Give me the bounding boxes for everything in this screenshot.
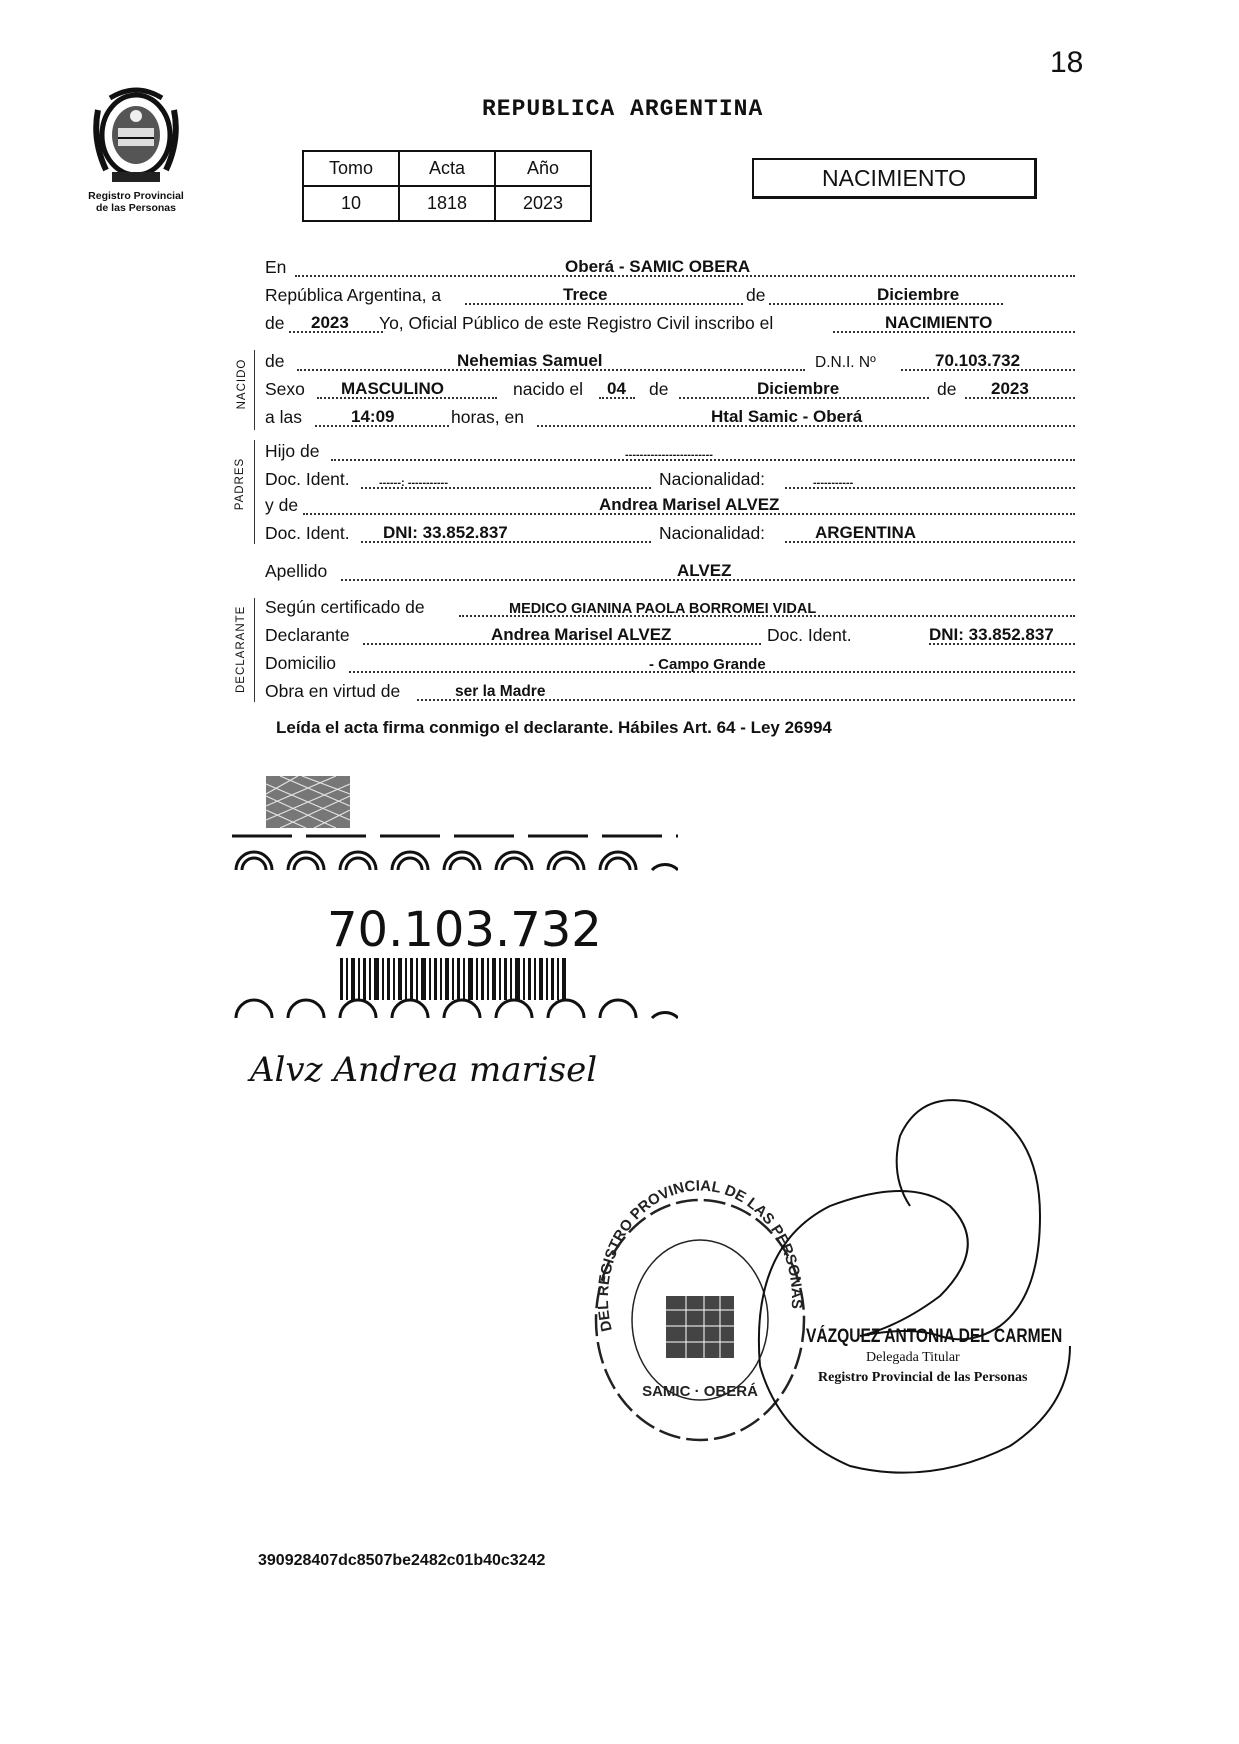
security-strip-top bbox=[232, 776, 678, 872]
en-value: Oberá - SAMIC OBERA bbox=[565, 257, 751, 276]
inscribo-text: Yo, Oficial Público de este Registro Civil inscribo el bbox=[379, 313, 774, 333]
de-label: de bbox=[743, 285, 768, 306]
nacido-de-label: de bbox=[265, 351, 285, 371]
a-las-label: a las bbox=[265, 407, 302, 427]
child-dni: 70.103.732 bbox=[935, 351, 1021, 370]
nacido-el-label: nacido el bbox=[513, 379, 584, 399]
y-de-label: y de bbox=[265, 495, 299, 515]
row-en bbox=[265, 256, 1080, 280]
obra-value: ser la Madre bbox=[455, 683, 546, 700]
declarante-label: Declarante bbox=[265, 625, 350, 645]
birth-day: 04 bbox=[607, 379, 626, 398]
certificado-value: MEDICO GIANINA PAOLA BORROMEI VIDAL bbox=[509, 601, 817, 617]
signatory-title: Delegada Titular bbox=[866, 1350, 960, 1365]
mother-nationality-label: Nacionalidad: bbox=[659, 523, 766, 543]
domicilio-label: Domicilio bbox=[265, 653, 336, 673]
registry-header-acta: Acta bbox=[399, 151, 495, 186]
mother-doc: DNI: 33.852.837 bbox=[383, 523, 508, 542]
republica-label: República Argentina, a bbox=[265, 285, 442, 305]
month-text: Diciembre bbox=[877, 285, 960, 304]
registry-header-tomo: Tomo bbox=[303, 151, 399, 186]
father-name: ------------------------ bbox=[625, 449, 713, 461]
signatory-office: Registro Provincial de las Personas bbox=[818, 1370, 1028, 1385]
row-obra bbox=[265, 680, 1080, 704]
row-apellido bbox=[265, 560, 1080, 584]
row-declarante bbox=[265, 624, 1080, 648]
registry-value-row bbox=[303, 186, 591, 221]
registry-table bbox=[302, 150, 592, 222]
legal-note: Leída el acta firma conmigo el declarante. Hábiles Art. 64 - Ley 26994 bbox=[276, 718, 832, 737]
declarante-doc-label: Doc. Ident. bbox=[767, 625, 852, 645]
mother-doc-label: Doc. Ident. bbox=[265, 523, 350, 543]
row-nacido-name bbox=[265, 350, 1080, 374]
section-bar bbox=[254, 440, 255, 544]
padres-section-label: PADRES bbox=[234, 457, 246, 511]
en-label: En bbox=[265, 257, 287, 277]
row-republica bbox=[265, 284, 1080, 308]
row-hijo-de bbox=[265, 440, 1080, 464]
section-bar bbox=[254, 598, 255, 702]
obra-label: Obra en virtud de bbox=[265, 681, 401, 701]
father-doc-label: Doc. Ident. bbox=[265, 469, 350, 489]
apellido-value: ALVEZ bbox=[677, 561, 732, 580]
child-name: Nehemias Samuel bbox=[457, 351, 603, 370]
declarante-section-label: DECLARANTE bbox=[235, 605, 247, 693]
barcode-number: 70.103.732 bbox=[327, 902, 602, 958]
row-hora bbox=[265, 406, 1080, 430]
row-sexo bbox=[265, 378, 1080, 402]
de-label-3: de bbox=[937, 379, 957, 399]
de-label-2: de bbox=[649, 379, 669, 399]
hijo-de-label: Hijo de bbox=[265, 441, 320, 461]
father-nationality: ----------- bbox=[813, 477, 854, 489]
logo-caption bbox=[66, 190, 206, 214]
birth-month: Diciembre bbox=[757, 379, 840, 398]
row-domicilio bbox=[265, 652, 1080, 676]
registry-header-ano: Año bbox=[495, 151, 591, 186]
certificado-label: Según certificado de bbox=[265, 597, 425, 617]
birth-place: Htal Samic - Oberá bbox=[711, 407, 863, 426]
province-coat-of-arms-logo bbox=[88, 80, 184, 190]
registry-header-row bbox=[303, 151, 591, 186]
row-mother-doc bbox=[265, 522, 1080, 546]
registry-ano: 2023 bbox=[495, 186, 591, 221]
official-handwritten-signature bbox=[740, 1096, 1080, 1476]
logo-caption-line-2: de las Personas bbox=[96, 202, 176, 214]
birth-year: 2023 bbox=[991, 379, 1029, 398]
barcode bbox=[340, 958, 570, 1000]
nacido-section-label: NACIDO bbox=[236, 358, 248, 410]
year: 2023 bbox=[311, 313, 349, 332]
country-title: REPUBLICA ARGENTINA bbox=[482, 96, 764, 122]
registry-tomo: 10 bbox=[303, 186, 399, 221]
row-inscribo bbox=[265, 312, 1080, 336]
mother-name: Andrea Marisel ALVEZ bbox=[599, 495, 780, 514]
apellido-label: Apellido bbox=[265, 561, 328, 581]
declarante-doc: DNI: 33.852.837 bbox=[929, 625, 1054, 644]
record-type-box: NACIMIENTO bbox=[752, 158, 1037, 199]
registry-acta: 1818 bbox=[399, 186, 495, 221]
day-text: Trece bbox=[563, 285, 608, 304]
seal-bottom-text: SAMIC · OBERÁ bbox=[642, 1383, 758, 1400]
mother-nationality: ARGENTINA bbox=[815, 523, 917, 542]
sexo-value: MASCULINO bbox=[341, 379, 444, 398]
horas-label: horas, en bbox=[451, 407, 524, 427]
logo-caption-line-1: Registro Provincial bbox=[88, 190, 184, 202]
declarante-value: Andrea Marisel ALVEZ bbox=[491, 625, 672, 644]
birth-time: 14:09 bbox=[351, 407, 395, 426]
row-mother bbox=[265, 494, 1080, 518]
seal-ring-text: DEL REGISTRO PROVINCIAL DE LAS PERSONAS bbox=[594, 1180, 806, 1333]
sexo-label: Sexo bbox=[265, 379, 305, 399]
father-nationality-label: Nacionalidad: bbox=[659, 469, 766, 489]
signatory-name: VÁZQUEZ ANTONIA DEL CARMEN bbox=[806, 1326, 1063, 1347]
row-certificado bbox=[265, 596, 1080, 620]
domicilio-value: - Campo Grande bbox=[649, 656, 766, 673]
inscribo-value: NACIMIENTO bbox=[885, 313, 993, 332]
declarant-handwritten-signature: Alvz Andrea marisel bbox=[250, 1050, 598, 1090]
security-strip-bottom bbox=[232, 996, 678, 1020]
father-doc: ------: ----------- bbox=[379, 477, 448, 489]
row-father-doc bbox=[265, 468, 1080, 492]
section-bar bbox=[254, 350, 255, 430]
page-number: 18 bbox=[1050, 46, 1084, 79]
dni-label: D.N.I. Nº bbox=[815, 354, 876, 371]
year-prefix: de bbox=[265, 313, 285, 333]
document-hash: 390928407dc8507be2482c01b40c3242 bbox=[258, 1552, 546, 1569]
